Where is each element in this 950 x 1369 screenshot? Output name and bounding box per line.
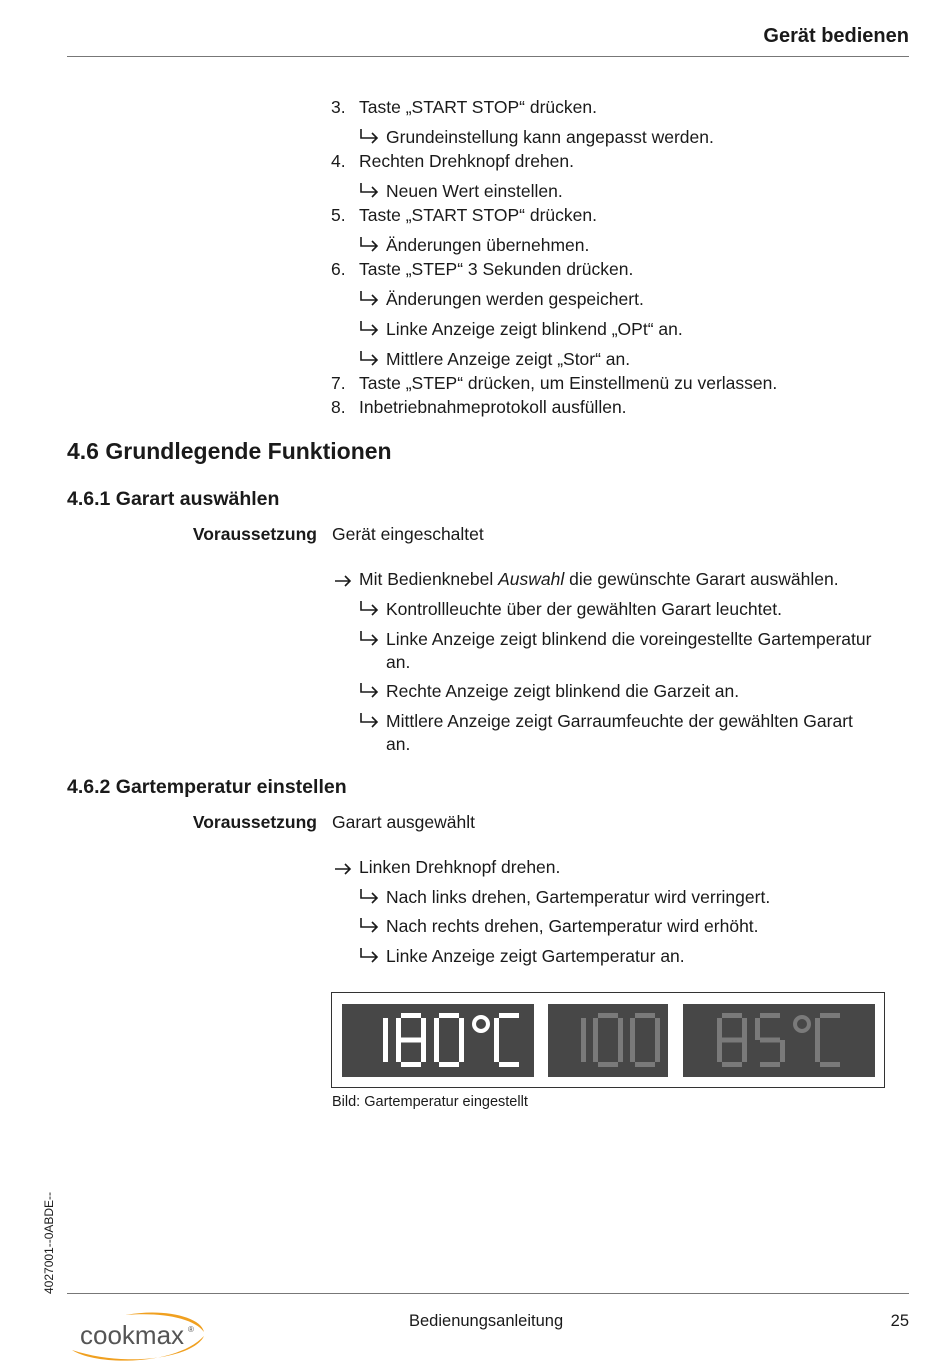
result-arrow-icon — [359, 886, 381, 908]
degree-symbol — [795, 1017, 809, 1031]
display-segment — [760, 1038, 780, 1043]
right-display — [683, 1004, 875, 1077]
display-segment — [760, 1062, 780, 1067]
footer-rule — [67, 1293, 909, 1294]
display-segment — [459, 1018, 464, 1040]
result-arrow-icon — [359, 126, 381, 148]
figure-caption: Bild: Gartemperatur eingestellt — [332, 1094, 528, 1110]
display-segment — [820, 1062, 840, 1067]
action-text: Linken Drehknopf drehen. — [359, 857, 561, 877]
display-segment — [815, 1018, 820, 1040]
display-segment — [742, 1018, 747, 1040]
cookmax-logo — [66, 1306, 208, 1369]
display-segment — [598, 1062, 618, 1067]
display-segment — [401, 1038, 421, 1043]
action-result: Nach links drehen, Gartemperatur wird verringert. — [386, 887, 771, 907]
step-number: 3. — [331, 97, 346, 117]
page-number: 25 — [890, 1312, 909, 1330]
display-segment — [618, 1018, 623, 1040]
result-arrow-icon — [359, 288, 381, 310]
display-segment — [421, 1018, 426, 1040]
display-segment — [581, 1040, 586, 1062]
action-result: Mittlere Anzeige zeigt Garraumfeuchte der gewählten Garart — [386, 711, 853, 731]
step-text: Taste „STEP“ drücken, um Einstellmenü zu verlassen. — [359, 373, 778, 393]
display-segment — [593, 1040, 598, 1062]
action-result: Rechte Anzeige zeigt blinkend die Garzeit an. — [386, 681, 740, 701]
display-segment — [717, 1018, 722, 1040]
display-segment — [434, 1040, 439, 1062]
display-segment — [396, 1018, 401, 1040]
display-segment — [383, 1018, 388, 1040]
display-segment — [439, 1062, 459, 1067]
step-text: Rechten Drehknopf drehen. — [359, 151, 574, 171]
left-display — [342, 1004, 534, 1077]
display-segment — [421, 1040, 426, 1062]
action-arrow-icon — [332, 858, 354, 880]
display-segment — [722, 1013, 742, 1018]
display-segment — [742, 1040, 747, 1062]
action-text — [359, 568, 839, 590]
action-result: Linke Anzeige zeigt blinkend die voreingestellte Gartemperatur — [386, 629, 872, 649]
step-result: Mittlere Anzeige zeigt „Stor“ an. — [386, 349, 631, 369]
display-segment — [439, 1013, 459, 1018]
section-heading: 4.6 Grundlegende Funktionen — [67, 438, 392, 464]
precondition-value: Garart ausgewählt — [332, 812, 475, 832]
display-segment — [630, 1040, 635, 1062]
step-number: 4. — [331, 151, 346, 171]
action-result-continued: an. — [386, 652, 411, 672]
display-segment — [655, 1040, 660, 1062]
display-segment — [722, 1038, 742, 1043]
display-segment — [434, 1018, 439, 1040]
footer-title: Bedienungsanleitung — [409, 1312, 564, 1330]
step-result: Änderungen übernehmen. — [386, 235, 590, 255]
display-segment — [815, 1040, 820, 1062]
result-arrow-icon — [359, 710, 381, 732]
display-segment — [722, 1062, 742, 1067]
result-arrow-icon — [359, 945, 381, 967]
precondition-value: Gerät eingeschaltet — [332, 524, 484, 544]
subsection-heading: 4.6.1 Garart auswählen — [67, 488, 280, 510]
display-segment — [499, 1062, 519, 1067]
display-segment — [635, 1013, 655, 1018]
action-text-part: die gewünschte Garart auswählen. — [564, 569, 839, 589]
display-segment — [401, 1062, 421, 1067]
control-name: Auswahl — [498, 569, 565, 589]
degree-symbol — [474, 1017, 488, 1031]
display-segment — [499, 1013, 519, 1018]
step-number: 5. — [331, 205, 346, 225]
step-text: Taste „START STOP“ drücken. — [359, 97, 597, 117]
step-number: 6. — [331, 259, 346, 279]
running-header-title: Gerät bedienen — [763, 25, 909, 47]
display-segment — [820, 1013, 840, 1018]
subsection-heading: 4.6.2 Gartemperatur einstellen — [67, 776, 347, 798]
display-segment — [598, 1013, 618, 1018]
action-result: Kontrollleuchte über der gewählten Garart leuchtet. — [386, 599, 782, 619]
display-segment — [635, 1062, 655, 1067]
result-arrow-icon — [359, 180, 381, 202]
result-arrow-icon — [359, 628, 381, 650]
display-segment — [780, 1040, 785, 1062]
action-text-part: Mit Bedienknebel — [359, 569, 499, 589]
display-segment — [630, 1018, 635, 1040]
display-figure — [331, 992, 885, 1088]
result-arrow-icon — [359, 234, 381, 256]
action-arrow-icon — [332, 570, 354, 592]
logo-registered-mark: ® — [188, 1325, 194, 1334]
logo-swoosh-icon — [66, 1306, 208, 1364]
document-code: 4027001--0ABDE-- — [42, 1191, 56, 1294]
result-arrow-icon — [359, 598, 381, 620]
step-result: Grundeinstellung kann angepasst werden. — [386, 127, 714, 147]
display-segment — [494, 1040, 499, 1062]
display-segment — [581, 1018, 586, 1040]
precondition-label: Voraussetzung — [192, 812, 317, 832]
result-arrow-icon — [359, 680, 381, 702]
step-text: Taste „START STOP“ drücken. — [359, 205, 597, 225]
action-result: Linke Anzeige zeigt Gartemperatur an. — [386, 946, 685, 966]
result-arrow-icon — [359, 915, 381, 937]
display-segment — [593, 1018, 598, 1040]
display-segment — [494, 1018, 499, 1040]
display-segment — [760, 1013, 780, 1018]
step-number: 7. — [331, 373, 346, 393]
step-number: 8. — [331, 397, 346, 417]
display-segment — [401, 1013, 421, 1018]
step-result: Änderungen werden gespeichert. — [386, 289, 644, 309]
precondition-label: Voraussetzung — [192, 524, 317, 544]
display-segment — [655, 1018, 660, 1040]
display-segment — [459, 1040, 464, 1062]
result-arrow-icon — [359, 348, 381, 370]
logo-text: cookmax — [80, 1320, 185, 1350]
display-segment — [618, 1040, 623, 1062]
middle-display — [548, 1004, 668, 1077]
display-segment — [396, 1040, 401, 1062]
step-result: Linke Anzeige zeigt blinkend „OPt“ an. — [386, 319, 683, 339]
display-segment — [755, 1018, 760, 1040]
action-result-continued: an. — [386, 734, 411, 754]
display-segment — [717, 1040, 722, 1062]
header-rule — [67, 56, 909, 57]
step-text: Taste „STEP“ 3 Sekunden drücken. — [359, 259, 634, 279]
display-segment — [383, 1040, 388, 1062]
action-result: Nach rechts drehen, Gartemperatur wird erhöht. — [386, 916, 759, 936]
step-result: Neuen Wert einstellen. — [386, 181, 563, 201]
result-arrow-icon — [359, 318, 381, 340]
step-text: Inbetriebnahmeprotokoll ausfüllen. — [359, 397, 627, 417]
